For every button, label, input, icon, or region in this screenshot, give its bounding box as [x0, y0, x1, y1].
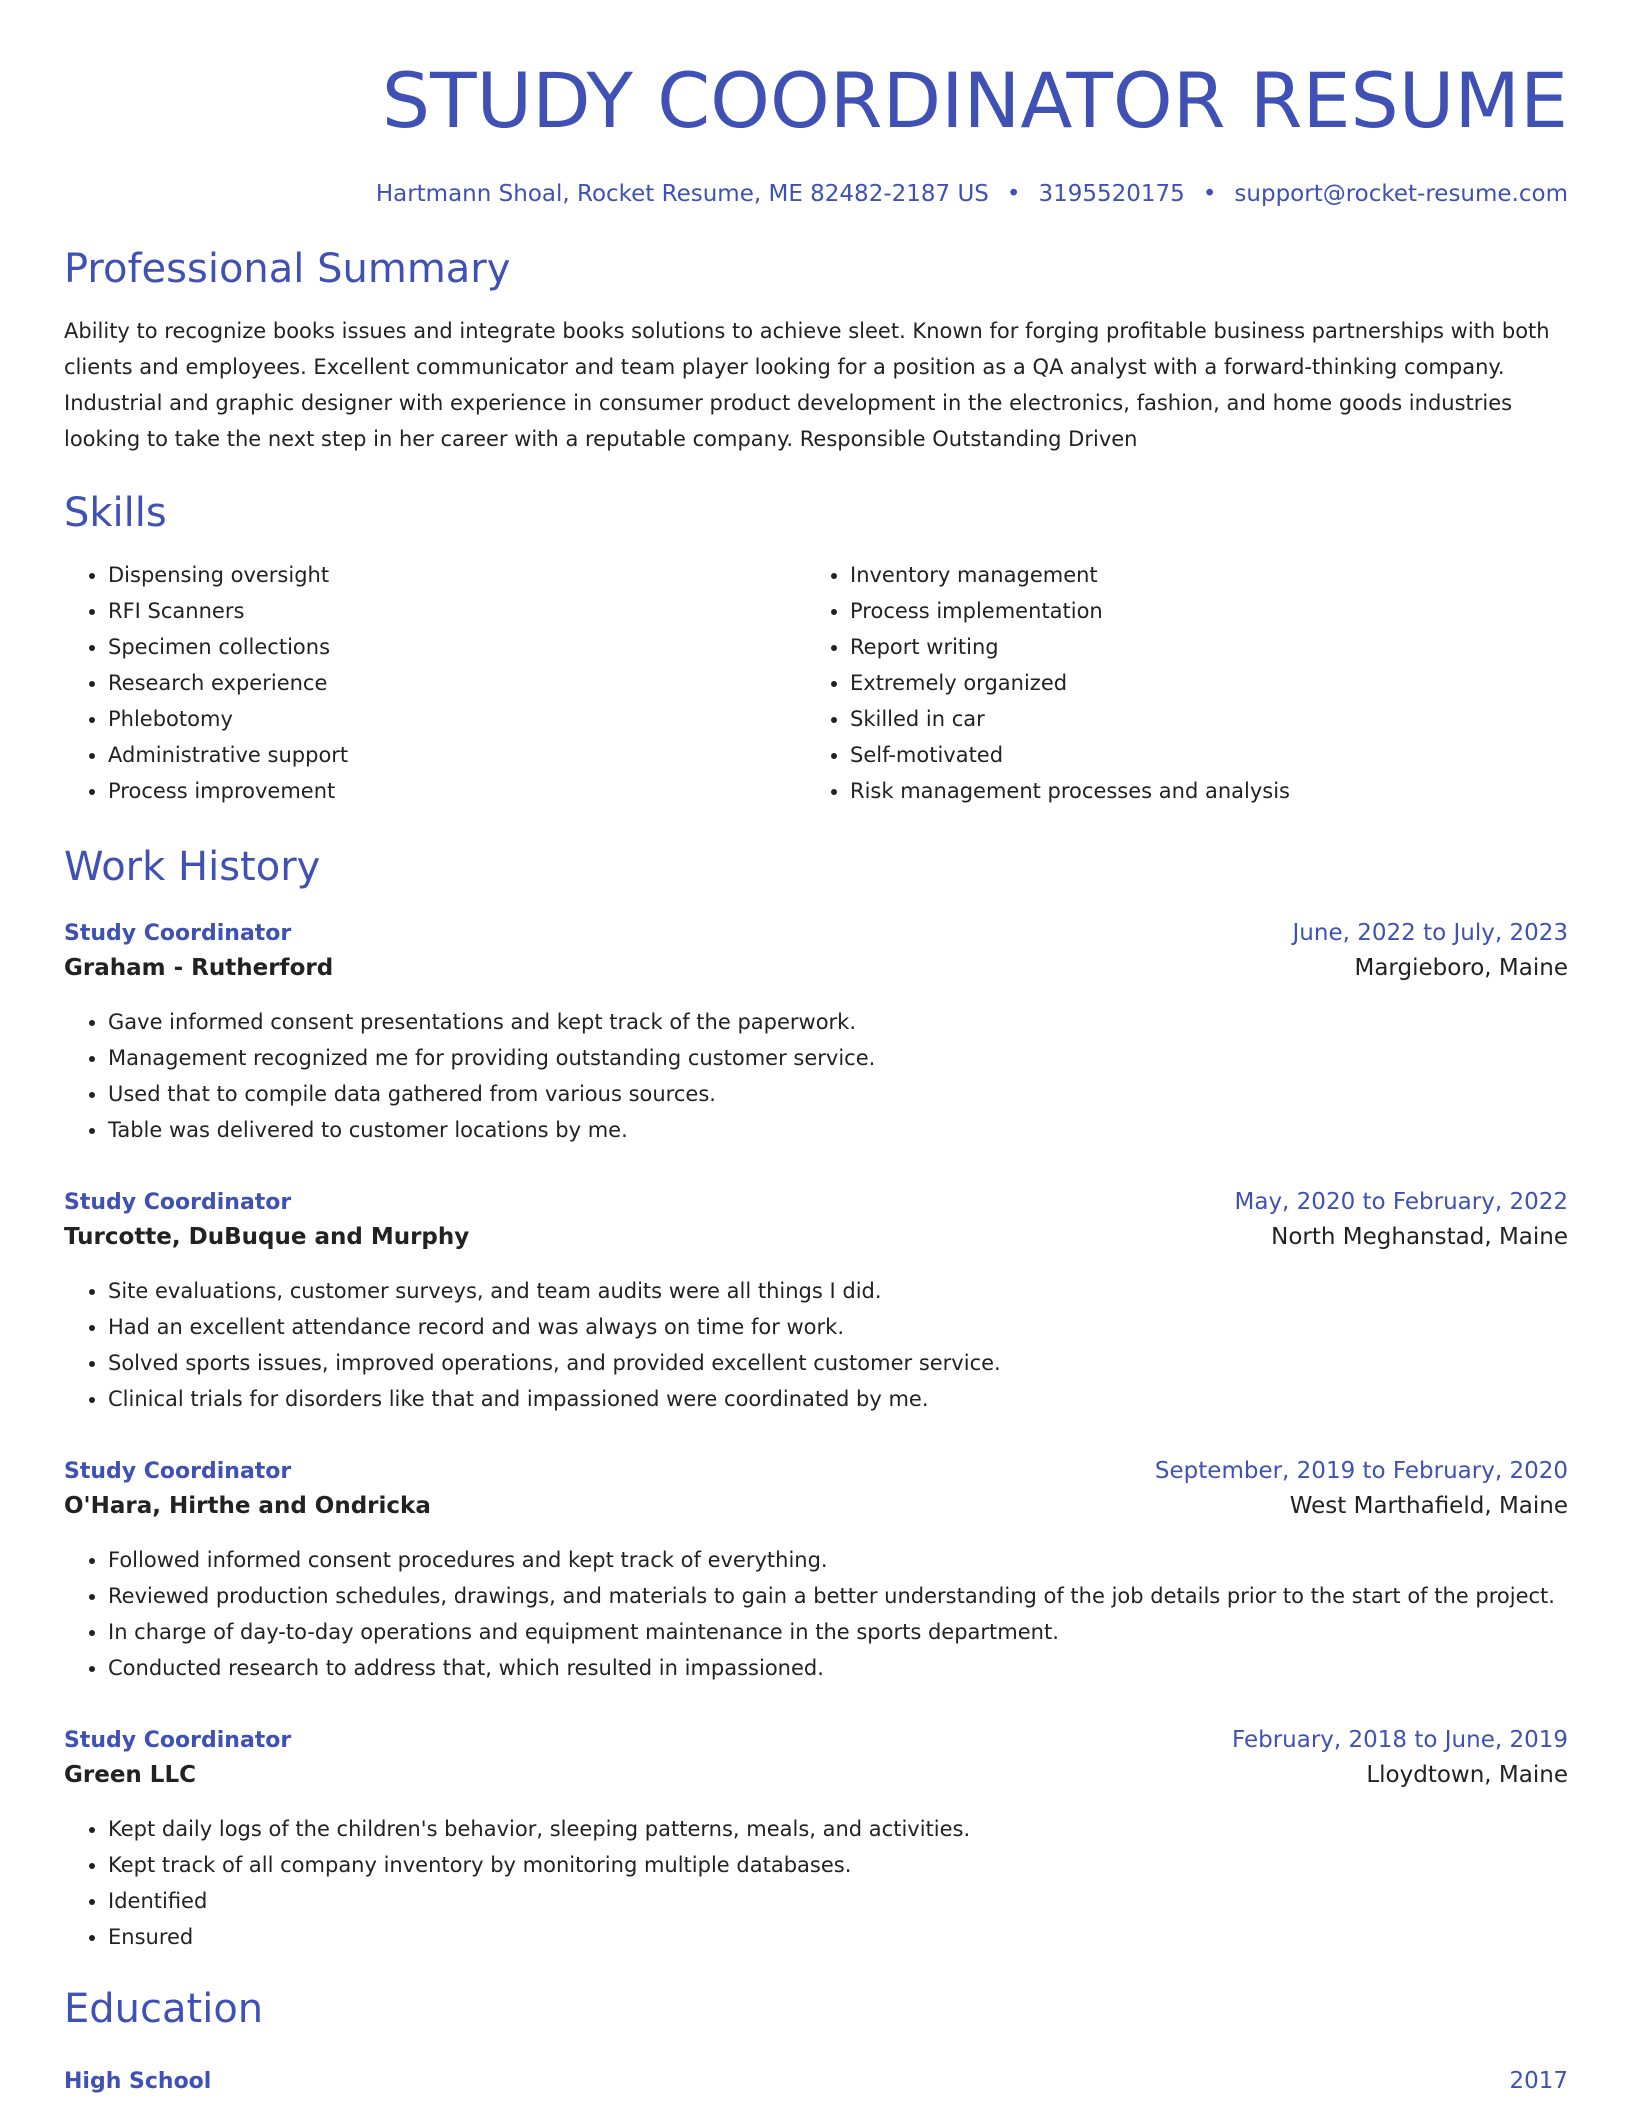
job-entry	[64, 917, 1568, 1148]
skill-item: • Administrative support	[108, 737, 806, 773]
skill-item: • Process implementation	[850, 593, 1548, 629]
skill-item: • Research experience	[108, 665, 806, 701]
job-bullet: • Site evaluations, customer surveys, and team audits were all things I did.	[108, 1273, 1568, 1309]
skills-heading: Skills	[64, 490, 167, 536]
job-bullet: • Used that to compile data gathered from various sources.	[108, 1076, 1568, 1112]
job-entry	[64, 1455, 1568, 1686]
job-company: Green LLC	[64, 1762, 196, 1788]
job-bullet: • Had an excellent attendance record and was always on time for work.	[108, 1309, 1568, 1345]
job-bullet: • Reviewed production schedules, drawings, and materials to gain a better understanding of the job details prior to the start of the project.	[108, 1578, 1568, 1614]
job-bullets	[64, 1811, 1568, 1955]
resume-page	[64, 50, 1568, 2098]
job-title: Study Coordinator	[64, 1728, 292, 1753]
education-year: 2017	[1509, 2068, 1568, 2094]
job-bullet: • Identified	[108, 1883, 1568, 1919]
job-bullet: • Management recognized me for providing outstanding customer service.	[108, 1040, 1568, 1076]
skill-item: • Phlebotomy	[108, 701, 806, 737]
job-title: Study Coordinator	[64, 921, 292, 946]
work-history-section	[64, 844, 1568, 1955]
contact-phone: 3195520175	[1038, 181, 1185, 207]
skills-left-list	[64, 557, 806, 809]
job-company: O'Hara, Hirthe and Ondricka	[64, 1493, 431, 1519]
summary-heading: Professional Summary	[64, 246, 511, 292]
job-bullets	[64, 1542, 1568, 1686]
skill-item: • RFI Scanners	[108, 593, 806, 629]
job-bullet: • Conducted research to address that, which resulted in impassioned.	[108, 1650, 1568, 1686]
job-bullet: • Table was delivered to customer locations by me.	[108, 1112, 1568, 1148]
skills-section	[64, 490, 1568, 809]
skill-item: • Report writing	[850, 629, 1548, 665]
job-dates: June, 2022 to July, 2023	[1292, 920, 1568, 946]
job-dates: February, 2018 to June, 2019	[1231, 1727, 1568, 1753]
job-title: Study Coordinator	[64, 1190, 292, 1215]
skills-columns	[64, 557, 1568, 809]
skill-item: • Specimen collections	[108, 629, 806, 665]
work-history-heading: Work History	[64, 844, 321, 890]
job-location: Margieboro, Maine	[1354, 955, 1568, 981]
job-bullet: • Kept track of all company inventory by monitoring multiple databases.	[108, 1847, 1568, 1883]
job-bullet: • Followed informed consent procedures and kept track of everything.	[108, 1542, 1568, 1578]
job-company: Turcotte, DuBuque and Murphy	[64, 1224, 470, 1250]
job-dates: September, 2019 to February, 2020	[1154, 1458, 1568, 1484]
job-bullet: • Ensured	[108, 1919, 1568, 1955]
contact-address: Hartmann Shoal, Rocket Resume, ME 82482-2187 US	[375, 181, 989, 207]
job-bullet: • Kept daily logs of the children's behavior, sleeping patterns, meals, and activities.	[108, 1811, 1568, 1847]
skill-item: • Extremely organized	[850, 665, 1548, 701]
education-section	[64, 1986, 1568, 2098]
skill-item: • Process improvement	[108, 773, 806, 809]
job-bullet: • In charge of day-to-day operations and equipment maintenance in the sports department.	[108, 1614, 1568, 1650]
education-entry	[64, 2065, 1568, 2098]
resume-title: STUDY COORDINATOR RESUME	[381, 56, 1568, 145]
job-location: North Meghanstad, Maine	[1271, 1224, 1568, 1250]
job-bullet: • Clinical trials for disorders like that and impassioned were coordinated by me.	[108, 1381, 1568, 1417]
contact-separator: •	[1202, 181, 1217, 207]
job-location: Lloydtown, Maine	[1366, 1762, 1568, 1788]
contact-line	[64, 179, 1568, 209]
job-bullet: • Solved sports issues, improved operations, and provided excellent customer service.	[108, 1345, 1568, 1381]
job-entry	[64, 1724, 1568, 1955]
job-bullets	[64, 1004, 1568, 1148]
skill-item: • Inventory management	[850, 557, 1548, 593]
job-company: Graham - Rutherford	[64, 955, 334, 981]
education-heading: Education	[64, 1986, 264, 2032]
job-location: West Marthafield, Maine	[1289, 1493, 1568, 1519]
skill-item: • Dispensing oversight	[108, 557, 806, 593]
job-bullet: • Gave informed consent presentations and kept track of the paperwork.	[108, 1004, 1568, 1040]
skill-item: • Skilled in car	[850, 701, 1548, 737]
skill-item: • Self-motivated	[850, 737, 1548, 773]
job-title: Study Coordinator	[64, 1459, 292, 1484]
job-bullets	[64, 1273, 1568, 1417]
contact-email: support@rocket-resume.com	[1234, 181, 1568, 207]
summary-text: Ability to recognize books issues and integrate books solutions to achieve sleet. Known for forging profitable business partnerships with both clients and employees. Excellent communicator and team player looking for a position as a QA analyst with a forward-thinking company. Industrial and graphic designer with experience in consumer product development in the electronics, fashion, and home goods industries looking to take the next step in her career with a reputable company. Responsible Outstanding Driven	[64, 319, 1550, 451]
skills-right-list	[806, 557, 1548, 809]
job-entry	[64, 1186, 1568, 1417]
contact-separator: •	[1006, 181, 1021, 207]
skill-item: • Risk management processes and analysis	[850, 773, 1548, 809]
summary-section	[64, 246, 1568, 457]
job-dates: May, 2020 to February, 2022	[1234, 1189, 1568, 1215]
education-degree: High School	[64, 2069, 212, 2094]
